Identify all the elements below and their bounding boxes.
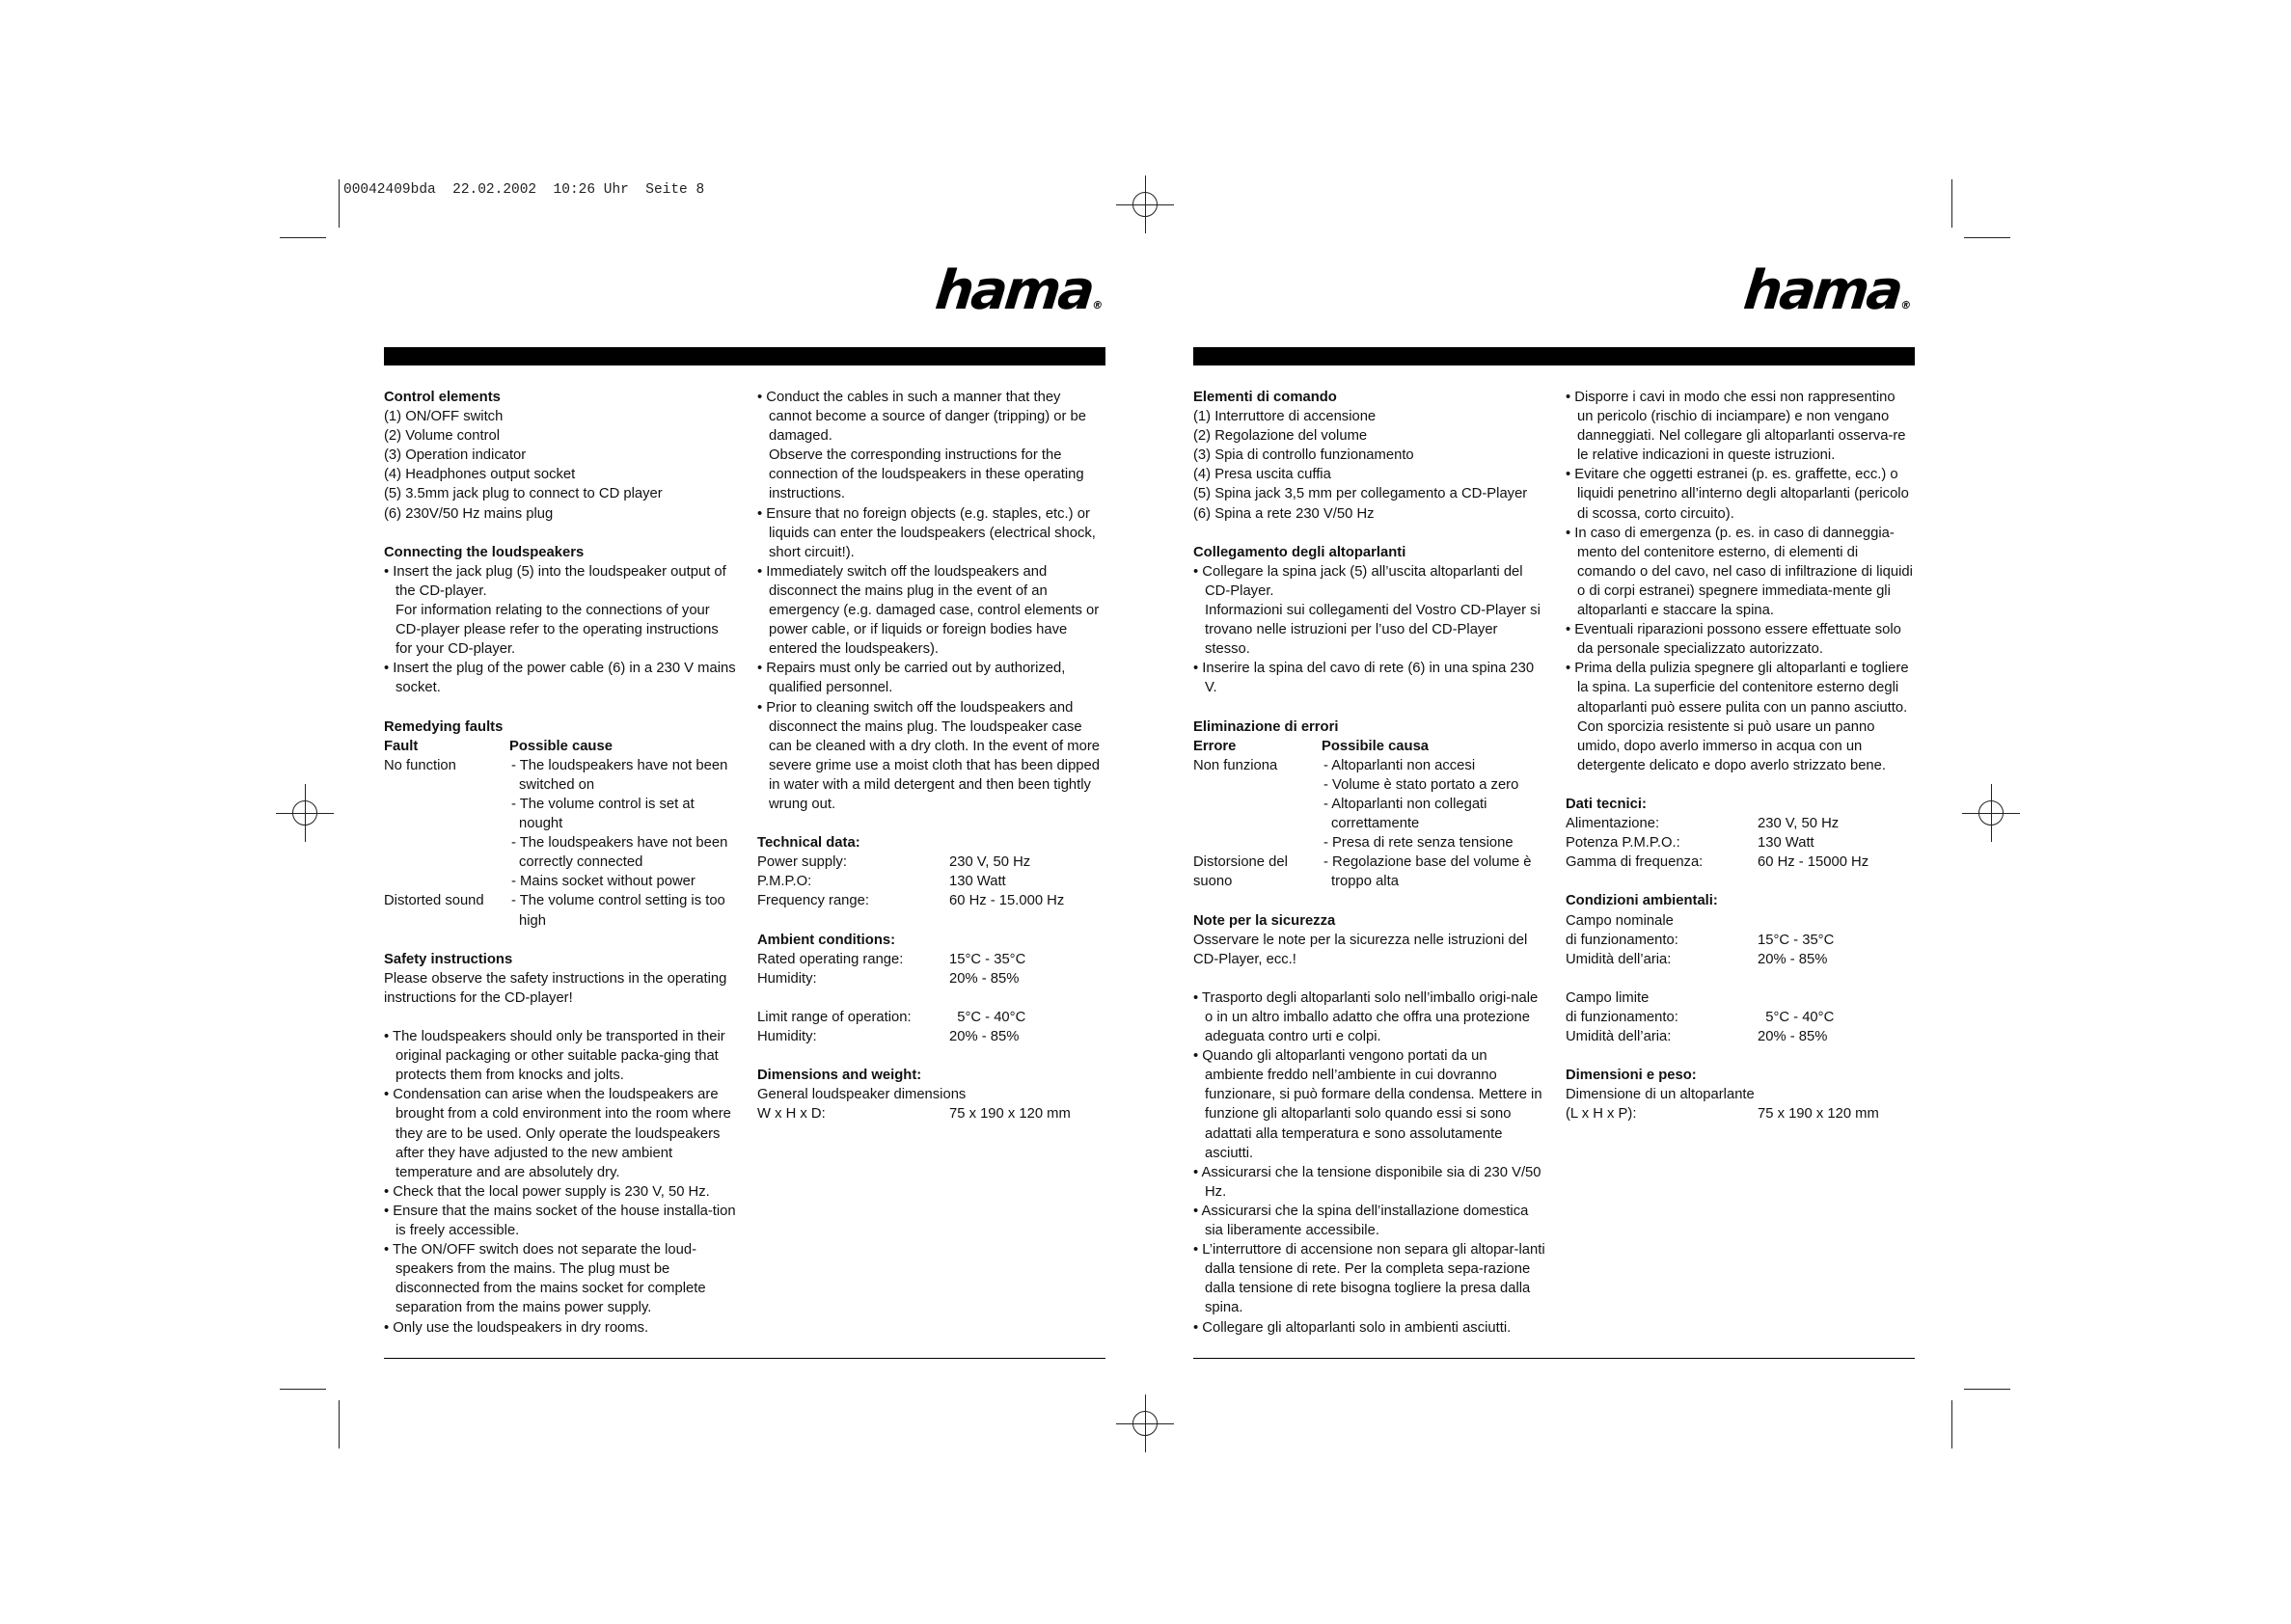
bullet-item: • Conduct the cables in such a manner that they cannot become a source of danger (tripping) or be damaged. (757, 390, 1087, 445)
spacer (1566, 775, 1915, 795)
italian-column-1 (1193, 388, 1545, 1338)
section-heading: Eliminazione di errori (1193, 718, 1339, 735)
fault-name (384, 795, 509, 833)
crop-mark (280, 237, 326, 238)
fault-table-header (1193, 737, 1545, 756)
spec-row (757, 1027, 1106, 1046)
hama-logo: hama® (1740, 259, 1912, 322)
section-heading: Technical data: (757, 835, 860, 852)
section-heading: Connecting the loudspeakers (384, 544, 585, 560)
bullet-item: • Trasporto degli altoparlanti solo nell’imballo origi-nale o in un altro imballo adatto che offra una protezione adeguata contro urti e colpi. (1193, 989, 1539, 1045)
spec-row (757, 969, 1106, 988)
fault-cause: - Volume è stato portato a zero (1323, 776, 1519, 793)
spec-value: 130 Watt (1758, 835, 1814, 852)
spec-label: W x H x D: (757, 1106, 826, 1123)
fault-cause: - The volume control setting is too high (511, 893, 725, 929)
bottom-rule (384, 1358, 1105, 1359)
bullet-item: • Immediately switch off the loudspeakers and disconnect the mains plug in the event of an emergency (e.g. damaged case, control elements or power cable, or if liquids or foreign bodies have entered the loudspeakers). (757, 563, 1100, 658)
fault-table-row (384, 795, 736, 833)
fault-name (1193, 775, 1322, 795)
spec-row (1566, 950, 1915, 969)
crop-mark (280, 1389, 326, 1390)
spec-row (1566, 931, 1915, 950)
text-line: Dimensione di un altoparlante (1566, 1087, 1755, 1103)
spec-value: 20% - 85% (1758, 1029, 1828, 1045)
bullet-item: • Ensure that no foreign objects (e.g. staples, etc.) or liquids can enter the loudspeakers (electrical shock, short circuit!). (757, 505, 1096, 560)
spec-row (1566, 814, 1915, 833)
header-bar (384, 347, 1105, 365)
fault-name: Distorsione del suono (1193, 854, 1288, 890)
crop-mark (1964, 237, 2010, 238)
bullet-item: • Ensure that the mains socket of the house installa-tion is freely accessible. (384, 1203, 736, 1239)
spec-label: (L x H x P): (1566, 1106, 1637, 1123)
text-line: Campo limite (1566, 989, 1650, 1006)
spec-value: 60 Hz - 15.000 Hz (949, 893, 1065, 909)
fault-name: No function (384, 757, 456, 773)
spec-row (757, 853, 1106, 872)
bullet-continuation: Informazioni sui collegamenti del Vostro CD-Player si trovano nelle istruzioni per l’uso del CD-Player stesso. (1205, 603, 1541, 658)
fault-cause: - The volume control is set at nought (511, 796, 695, 832)
bullet-item: • Evitare che oggetti estranei (p. es. graffette, ecc.) o liquidi penetrino all’interno degli altoparlanti (pericolo di scossa, corto circuito). (1566, 467, 1909, 522)
spec-row (1566, 853, 1915, 872)
crop-mark (1951, 1400, 1952, 1448)
spec-row (1566, 1008, 1915, 1027)
fault-table-row (384, 872, 736, 891)
spec-label: P.M.P.O: (757, 874, 812, 890)
spec-row (1566, 833, 1915, 853)
spec-value: 75 x 190 x 120 mm (949, 1106, 1071, 1123)
text-line: (2) Volume control (384, 428, 501, 445)
bullet-item: • Check that the local power supply is 230 V, 50 Hz. (384, 1183, 710, 1200)
english-column-2 (757, 388, 1106, 1124)
spec-label: Umidità dell’aria: (1566, 1029, 1672, 1045)
text-line: (6) 230V/50 Hz mains plug (384, 505, 554, 522)
spec-value: 230 V, 50 Hz (949, 854, 1031, 871)
text-line: (3) Spia di controllo funzionamento (1193, 447, 1414, 464)
bullet-item: • L’interruttore di accensione non separa gli altopar-lanti dalla tensione di rete. Per la completa sepa-razione dalla tensione di rete bisogna togliere la presa dalla spina. (1193, 1242, 1545, 1316)
crop-mark (1964, 1389, 2010, 1390)
spec-row (757, 872, 1106, 891)
bullet-item: • Assicurarsi che la spina dell’installazione domestica sia liberamente accessibile. (1193, 1203, 1529, 1239)
spacer (757, 1046, 1106, 1066)
fault-table-row (1193, 833, 1545, 853)
crop-mark (339, 1400, 340, 1448)
text-line: Please observe the safety instructions in the operating instructions for the CD-player! (384, 970, 727, 1006)
fault-cause: - Altoparlanti non accesi (1323, 757, 1476, 773)
spec-label: Potenza P.M.P.O.: (1566, 835, 1680, 852)
text-line: General loudspeaker dimensions (757, 1087, 967, 1103)
spacer (1193, 698, 1545, 717)
text-line: Campo nominale (1566, 912, 1674, 929)
fault-cause: - Regolazione base del volume è troppo alta (1323, 854, 1532, 890)
spec-value: 130 Watt (949, 874, 1006, 890)
bullet-item: • Collegare la spina jack (5) all’uscita altoparlanti del CD-Player. (1193, 563, 1523, 599)
spacer (384, 698, 736, 717)
bullet-item: • Assicurarsi che la tensione disponibile sia di 230 V/50 Hz. (1193, 1164, 1541, 1200)
spec-label: di funzionamento: (1566, 1010, 1678, 1025)
bullet-item: • Quando gli altoparlanti vengono portati da un ambiente freddo nell’ambiente in cui dovranno funzionare, si può formare della condensa. Mettere in funzione gli altoparlanti solo quando essi si sono adattati alla temperatura e sono assolutamente asciutti. (1193, 1048, 1542, 1161)
spec-row (757, 1008, 1106, 1027)
text-line: (1) ON/OFF switch (384, 409, 504, 425)
section-heading: Note per la sicurezza (1193, 912, 1336, 929)
spec-label: Humidity: (757, 970, 817, 987)
spec-value: 20% - 85% (1758, 951, 1828, 967)
spacer (384, 931, 736, 950)
bullet-item: • Repairs must only be carried out by authorized, qualified personnel. (757, 661, 1066, 696)
fault-cause: Possible cause (509, 738, 613, 754)
spec-label: Umidità dell’aria: (1566, 951, 1672, 967)
english-column-1 (384, 388, 736, 1338)
hama-logo: hama® (932, 259, 1104, 322)
spec-label: Rated operating range: (757, 951, 904, 967)
fault-cause: - Mains socket without power (511, 874, 695, 890)
spec-value: 20% - 85% (949, 970, 1020, 987)
section-heading: Dimensioni e peso: (1566, 1068, 1697, 1084)
fault-name (1193, 795, 1322, 833)
bullet-item: • Disporre i cavi in modo che essi non rappresentino un pericolo (rischio di inciampare) e non vengano danneggiati. Nel collegare gli altoparlanti osserva-re le relative indicazioni in queste istruzioni. (1566, 390, 1906, 464)
spacer (1566, 1046, 1915, 1066)
spec-value: 5°C - 40°C (1758, 1010, 1835, 1025)
section-heading: Elementi di comando (1193, 390, 1337, 405)
fault-cause: Possibile causa (1322, 738, 1430, 754)
spec-label: Gamma di frequenza: (1566, 854, 1704, 871)
section-heading: Dimensions and weight: (757, 1068, 922, 1084)
spec-value: 15°C - 35°C (1758, 932, 1835, 948)
text-line: (5) 3.5mm jack plug to connect to CD player (384, 486, 663, 502)
spec-label: Humidity: (757, 1029, 817, 1045)
bullet-item: • Insert the jack plug (5) into the loudspeaker output of the CD-player. (384, 563, 726, 599)
bullet-continuation: Observe the corresponding instructions for the connection of the loudspeakers in these operating instructions. (769, 447, 1084, 502)
text-line: (3) Operation indicator (384, 447, 527, 464)
spec-label: di funzionamento: (1566, 932, 1678, 948)
fault-cause: - Presa di rete senza tensione (1323, 835, 1514, 852)
fault-cause: - The loudspeakers have not been correctly connected (511, 835, 728, 871)
text-line: (5) Spina jack 3,5 mm per collegamento a CD-Player (1193, 486, 1528, 502)
bullet-item: • Condensation can arise when the loudspeakers are brought from a cold environment into the room where they are to be used. Only operate the loudspeakers after they have adjusted to the new ambient temperature and are absolutely dry. (384, 1087, 731, 1180)
spec-row (757, 950, 1106, 969)
fault-table-row (1193, 853, 1545, 891)
bullet-item: • The ON/OFF switch does not separate the loud-speakers from the mains. The plug must be disconnected from the mains socket for complete separation from the mains power supply. (384, 1242, 706, 1316)
fault-cause: - The loudspeakers have not been switched on (511, 757, 728, 793)
fault-table-row (384, 891, 736, 930)
spec-row (1566, 1027, 1915, 1046)
fault-name: Distorted sound (384, 893, 484, 909)
spec-value: 60 Hz - 15000 Hz (1758, 854, 1869, 871)
text-line: (4) Presa uscita cuffia (1193, 467, 1331, 483)
bullet-continuation: For information relating to the connections of your CD-player please refer to the operating instructions for your CD-player. (395, 603, 719, 658)
spacer (1566, 872, 1915, 891)
section-heading: Collegamento degli altoparlanti (1193, 544, 1406, 560)
fault-name: Errore (1193, 738, 1237, 754)
spec-label: Alimentazione: (1566, 816, 1660, 832)
fault-table-row (1193, 795, 1545, 833)
text-line: (1) Interruttore di accensione (1193, 409, 1377, 425)
crop-mark (1951, 179, 1952, 228)
section-heading: Control elements (384, 390, 501, 405)
section-heading: Remedying faults (384, 718, 504, 735)
section-heading: Ambient conditions: (757, 932, 896, 948)
spacer (1193, 969, 1545, 988)
bullet-item: • Insert the plug of the power cable (6) in a 230 V mains socket. (384, 661, 736, 696)
spec-value: 20% - 85% (949, 1029, 1020, 1045)
fault-name: Fault (384, 738, 419, 754)
text-line: (2) Regolazione del volume (1193, 428, 1368, 445)
text-line: (6) Spina a rete 230 V/50 Hz (1193, 505, 1375, 522)
registration-mark (276, 784, 334, 842)
fault-name: Non funziona (1193, 757, 1278, 773)
header-bar (1193, 347, 1915, 365)
fault-table-row (384, 756, 736, 795)
spacer (757, 911, 1106, 931)
spacer (1193, 524, 1545, 543)
spacer (757, 988, 1106, 1008)
fault-cause: - Altoparlanti non collegati correttamente (1323, 796, 1487, 832)
spec-row (757, 891, 1106, 910)
printer-slug: 00042409bda 22.02.2002 10:26 Uhr Seite 8 (343, 182, 705, 198)
bullet-item: • Prima della pulizia spegnere gli altoparlanti e togliere la spina. La superficie del contenitore esterno degli altoparlanti può essere pulita con un panno asciutto. Con sporcizia resistente si può usare un panno umido, dopo averlo immerso in acqua con un detergente delicato e dopo averlo strizzato bene. (1566, 661, 1909, 773)
bullet-item: • In caso di emergenza (p. es. in caso di danneggia-mento del contenitore esterno, di elementi di comando o del cavo, nel caso di infiltrazione di liquidi o di corpi estranei) spegnere immediata-mente gli altoparlanti e staccare la spina. (1566, 525, 1913, 619)
spec-label: Limit range of operation: (757, 1010, 912, 1025)
bullet-item: • Inserire la spina del cavo di rete (6) in una spina 230 V. (1193, 661, 1535, 696)
bullet-item: • Collegare gli altoparlanti solo in ambienti asciutti. (1193, 1319, 1512, 1336)
italian-column-2 (1566, 388, 1915, 1124)
spec-label: Power supply: (757, 854, 847, 871)
spec-value: 15°C - 35°C (949, 951, 1026, 967)
spec-value: 75 x 190 x 120 mm (1758, 1106, 1879, 1123)
registration-mark (1116, 176, 1174, 233)
section-heading: Condizioni ambientali: (1566, 893, 1718, 909)
fault-name (1193, 833, 1322, 853)
bullet-item: • Only use the loudspeakers in dry rooms. (384, 1319, 649, 1336)
bottom-rule (1193, 1358, 1915, 1359)
fault-name (384, 872, 509, 891)
spec-label: Frequency range: (757, 893, 869, 909)
section-heading: Safety instructions (384, 951, 513, 967)
spacer (1193, 891, 1545, 910)
fault-table-row (384, 833, 736, 872)
spec-value: 230 V, 50 Hz (1758, 816, 1840, 832)
fault-table-row (1193, 756, 1545, 775)
crop-mark (339, 179, 340, 228)
text-line: Osservare le note per la sicurezza nelle istruzioni del CD-Player, ecc.! (1193, 932, 1528, 967)
bullet-item: • Prior to cleaning switch off the loudspeakers and disconnect the mains plug. The loudspeaker case can be cleaned with a dry cloth. In the event of more severe grime use a moist cloth that has been dipped in water with a mild detergent and then been tightly wrung out. (757, 699, 1100, 812)
registration-mark (1116, 1394, 1174, 1452)
section-heading: Dati tecnici: (1566, 796, 1647, 812)
registration-mark (1962, 784, 2020, 842)
spec-value: 5°C - 40°C (949, 1010, 1026, 1025)
text-line: (4) Headphones output socket (384, 467, 576, 483)
bullet-item: • The loudspeakers should only be transported in their original packaging or other suitable packa-ging that protects them from knocks and jolts. (384, 1029, 725, 1084)
fault-table-row (1193, 775, 1545, 795)
fault-name (384, 833, 509, 872)
spacer (757, 814, 1106, 833)
spec-row (757, 1104, 1106, 1123)
spec-row (1566, 1104, 1915, 1123)
fault-table-header (384, 737, 736, 756)
spacer (1566, 969, 1915, 988)
spacer (384, 1008, 736, 1027)
bullet-item: • Eventuali riparazioni possono essere effettuate solo da personale specializzato autorizzato. (1566, 622, 1901, 658)
spacer (384, 524, 736, 543)
